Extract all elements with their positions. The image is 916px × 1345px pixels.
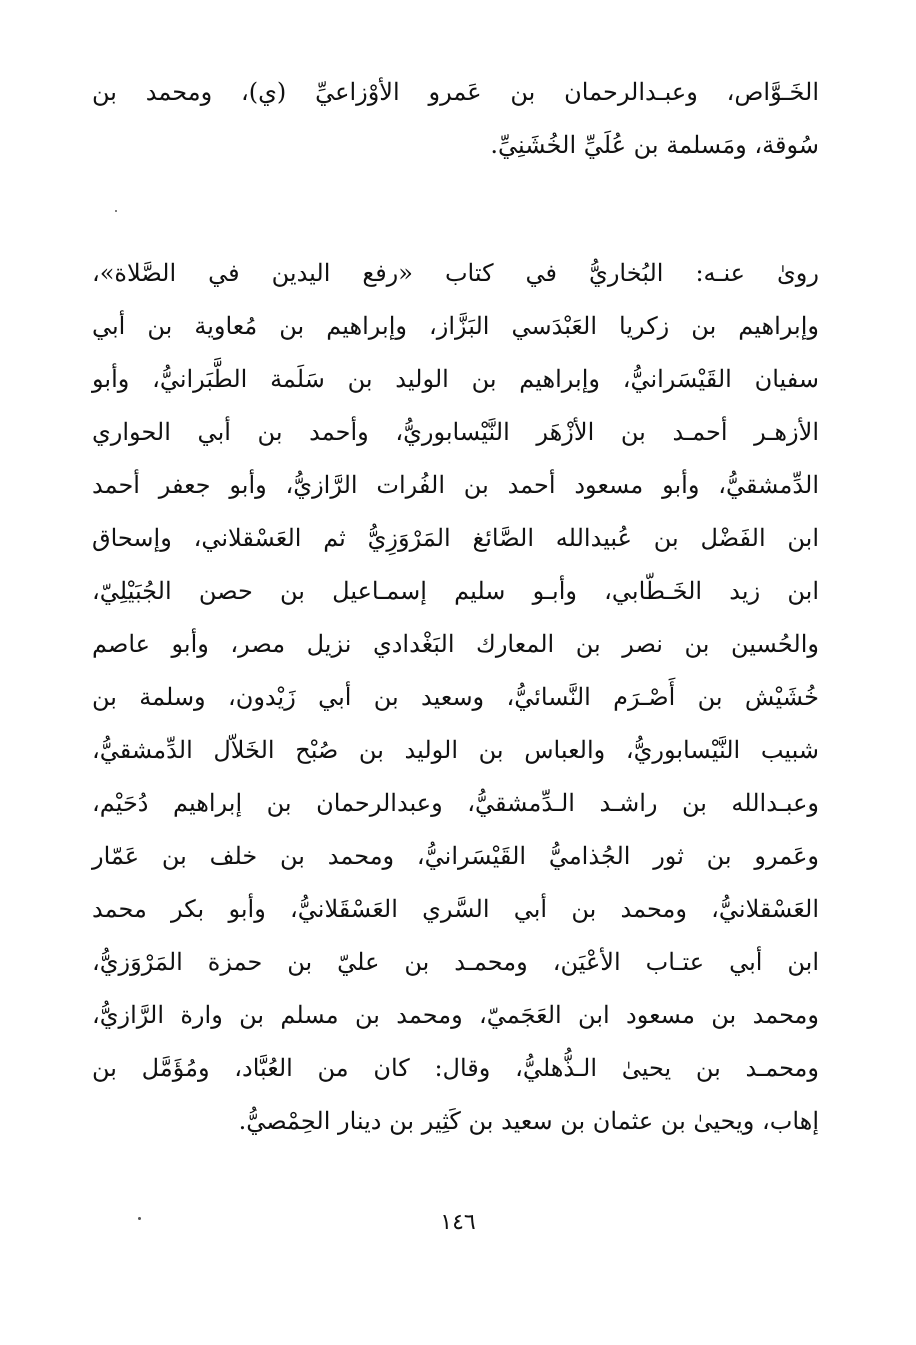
scan-speck: [115, 210, 117, 212]
scan-speck: [138, 1217, 141, 1220]
text-line: ابن زيد الخَـطّابي، وأبـو سليم إسمـاعيل بن حصن الجُبَيْلِيّ،: [92, 577, 819, 605]
text-line: ومحمد بن مسعود ابن العَجَميّ، ومحمد بن مسلم بن وارة الرَّازيُّ،: [92, 1001, 819, 1029]
page-number: ١٤٦: [440, 1210, 476, 1235]
text-line: العَسْقلانيُّ، ومحمد بن أبي السَّري العَسْقَلانيُّ، وأبو بكر محمد: [92, 895, 819, 923]
paragraph-1: [92, 66, 819, 172]
text-line: سُوقة، ومَسلمة بن عُلَيِّ الخُشَنِيِّ.: [490, 131, 819, 159]
text-line: الأزهـر أحمـد بن الأزْهَر النَّيْسابوريُّ، وأحمد بن أبي الحواري: [92, 418, 819, 446]
text-line: إهاب، ويحيىٰ بن عثمان بن سعيد بن كَثِير بن دينار الحِمْصيُّ.: [238, 1107, 819, 1135]
text-line: خُشَيْش بن أَصْـرَم النَّسائيُّ، وسعيد بن أبي زَيْدون، وسلمة بن: [92, 683, 819, 711]
text-line: الدِّمشقيُّ، وأبو مسعود أحمد بن الفُرات الرَّازيُّ، وأبو جعفر أحمد: [92, 471, 819, 499]
text-line: شبيب النَّيْسابوريُّ، والعباس بن الوليد بن صُبْح الخَلاّل الدِّمشقيُّ،: [92, 736, 819, 764]
text-line: سفيان القَيْسَرانيُّ، وإبراهيم بن الوليد بن سَلَمة الطَّبَرانيُّ، وأبو: [92, 365, 819, 393]
text-line: وإبراهيم بن زكريا العَبْدَسي البَزَّاز، وإبراهيم بن مُعاوية بن أبي: [92, 312, 819, 340]
text-line: ابن أبي عتـاب الأعْيَن، ومحمـد بن عليّ بن حمزة المَرْوَزيُّ،: [92, 948, 819, 976]
text-line: وعبـدالله بن راشـد الـدِّمشقيُّ، وعبدالرحمان بن إبراهيم دُحَيْم،: [92, 789, 819, 817]
text-line: والحُسين بن نصر بن المعارك البَغْدادي نزيل مصر، وأبو عاصم: [92, 630, 819, 658]
text-line: الخَـوَّاص، وعبـدالرحمان بن عَمرو الأوْزاعيِّ (ي)، ومحمد بن: [92, 78, 819, 106]
text-line: رویٰ عنـه: البُخاريُّ في كتاب «رفع اليدين في الصَّلاة»،: [92, 259, 819, 287]
text-line: ومحمـد بن يحيىٰ الـذُّهليُّ، وقال: كان من العُبَّاد، ومُؤَمَّل بن: [92, 1054, 819, 1082]
text-line: ابن الفَضْل بن عُبيدالله الصَّائغ المَرْوَزِيُّ ثم العَسْقلاني، وإسحاق: [92, 524, 819, 552]
text-line: وعَمرو بن ثور الجُذاميُّ القَيْسَرانيُّ، ومحمد بن خلف بن عَمّار: [92, 842, 819, 870]
paragraph-2: [92, 247, 819, 1148]
